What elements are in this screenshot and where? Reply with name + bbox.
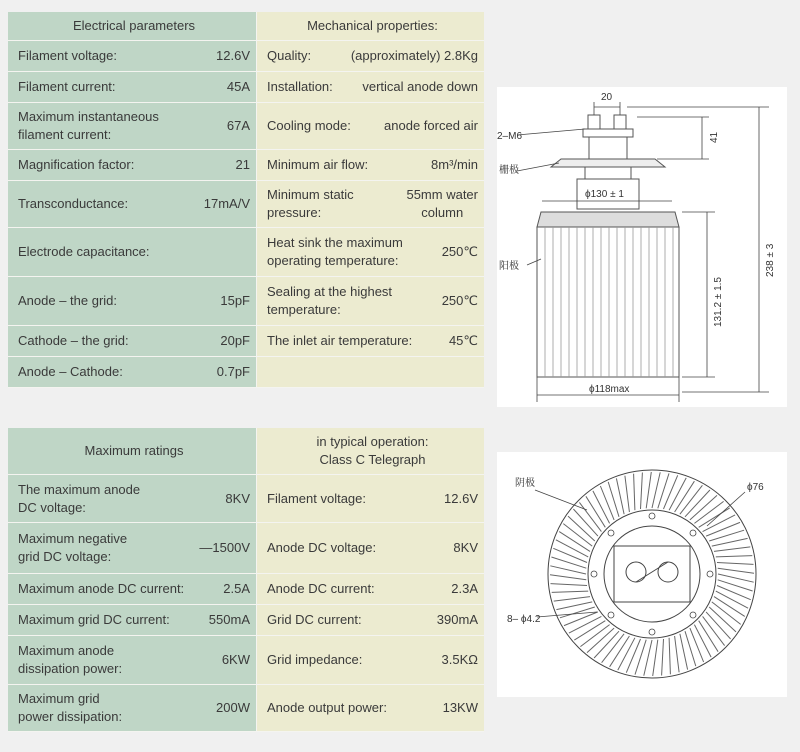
param-cell (257, 41, 484, 71)
param-label: Maximum grid power dissipation: (18, 691, 123, 724)
table-row (8, 475, 484, 523)
fin (680, 634, 688, 670)
param-label: Heat sink the maximum operating temperature: (267, 235, 403, 268)
dim-flange-label: ϕ130 ± 1 (585, 189, 624, 200)
param-cell (8, 72, 257, 102)
fin (646, 472, 651, 508)
param-value: 13KW (442, 700, 478, 715)
fin (653, 640, 658, 676)
table-header (257, 428, 484, 474)
table-row (8, 277, 484, 326)
param-value: anode forced air (384, 118, 478, 133)
param-cell (257, 72, 484, 102)
table-row (8, 228, 484, 277)
grid-label: 栅极 (499, 165, 519, 176)
param-value: —1500V (199, 540, 250, 555)
fin (616, 478, 624, 514)
fin (559, 532, 590, 552)
fin (635, 640, 646, 675)
table-row (8, 428, 484, 475)
fin (652, 472, 660, 508)
fin (618, 638, 635, 670)
param-value: 45A (226, 79, 250, 94)
param-label: Anode – the grid: (18, 293, 118, 308)
fin (718, 580, 753, 591)
table-header (8, 428, 257, 474)
fin (709, 530, 744, 541)
param-cell (8, 228, 257, 276)
param-value: 12.6V (216, 48, 250, 63)
param-value: 45℃ (448, 333, 478, 348)
grid-flange (551, 159, 665, 167)
fin (556, 540, 588, 557)
param-label: Cathode – the grid: (18, 333, 129, 348)
fins (545, 227, 673, 377)
param-value: vertical anode down (362, 79, 478, 94)
fin (593, 491, 610, 524)
fin (706, 522, 740, 536)
header-max-ratings: Maximum ratings (84, 443, 184, 458)
ratings-operation-table (8, 428, 484, 732)
fin (551, 557, 586, 568)
table-row (8, 357, 484, 388)
param-cell (8, 357, 257, 387)
param-cell (257, 326, 484, 356)
table-row (8, 685, 484, 732)
tube-side-view-drawing (497, 87, 787, 407)
param-cell (8, 150, 257, 180)
param-cell (8, 685, 257, 731)
fin (675, 481, 695, 512)
table-row (8, 326, 484, 357)
cathode-label: 阴极 (515, 478, 535, 489)
param-cell (8, 523, 257, 573)
param-label: Filament voltage: (267, 490, 366, 506)
fin (712, 538, 748, 546)
param-value: 200W (216, 700, 250, 715)
param-label: Grid impedance: (267, 652, 363, 667)
anode-heatsink (537, 227, 679, 377)
table-row (8, 523, 484, 574)
param-cell (8, 103, 257, 149)
fin (610, 636, 630, 667)
table-row (8, 12, 484, 41)
dim-height-body-label: 131.2 ± 1.5 (713, 277, 724, 327)
table-row (8, 181, 484, 228)
param-label: Maximum anode DC current: (18, 581, 185, 596)
param-value: 8KV (453, 540, 478, 555)
terminal-right (614, 115, 626, 129)
fin (669, 638, 670, 675)
anode-top (537, 212, 679, 227)
dim-height-total-label: 238 ± 3 (765, 243, 776, 277)
fin (586, 496, 605, 527)
table-row (8, 103, 484, 150)
param-value: 21 (235, 157, 250, 172)
fin (716, 591, 748, 608)
table-header (257, 12, 484, 40)
fin (664, 475, 678, 509)
param-cell (257, 357, 484, 387)
param-cell (257, 277, 484, 325)
param-cell (8, 475, 257, 522)
param-cell (8, 636, 257, 684)
fin (675, 636, 680, 672)
upper-body (589, 137, 627, 159)
fin (634, 474, 635, 511)
param-label: Maximum grid DC current: (18, 612, 170, 627)
top-cap (583, 129, 633, 137)
table-row (8, 605, 484, 636)
fin (551, 584, 588, 586)
param-cell (8, 277, 257, 325)
param-cell (8, 574, 257, 604)
fin (600, 486, 614, 520)
param-label: The inlet air temperature: (267, 333, 413, 348)
fin (550, 575, 586, 580)
param-value: 0.7pF (216, 364, 250, 379)
param-cell (257, 150, 484, 180)
anode-label: 阳极 (499, 261, 519, 272)
param-value: 15pF (220, 293, 250, 308)
fin (703, 515, 736, 532)
param-value: 55mm water column (406, 187, 478, 220)
dim-holes-label: 8– ϕ4.2 (507, 614, 541, 625)
param-value: 8KV (225, 490, 250, 506)
fin (718, 568, 754, 573)
param-cell (8, 605, 257, 635)
dim-76-label: ϕ76 (747, 482, 764, 493)
param-label: Anode – Cathode: (18, 364, 123, 379)
param-label: Sealing at the highest temperature: (267, 284, 393, 317)
fin (658, 473, 669, 508)
table-row (8, 150, 484, 181)
fin (716, 556, 753, 557)
fin (556, 602, 592, 610)
fin (694, 625, 711, 658)
electrical-mechanical-table (8, 12, 484, 388)
table-row (8, 574, 484, 605)
dim-m6-label: 2–M6 (497, 131, 523, 142)
fin (714, 547, 750, 552)
fin (550, 566, 586, 574)
fin (644, 640, 652, 676)
fin (552, 591, 589, 592)
param-value: 2.5A (223, 581, 250, 596)
param-label: Quality: (267, 48, 312, 63)
table-row (8, 72, 484, 103)
param-label: Magnification factor: (18, 157, 135, 172)
inner-ring (588, 510, 716, 638)
fin (662, 639, 664, 676)
param-value: (approximately) 2.8Kg (350, 48, 478, 63)
fin (690, 628, 704, 662)
param-label: Maximum anode dissipation power: (18, 643, 123, 676)
param-label: Cooling mode: (267, 118, 351, 133)
param-cell (257, 685, 484, 731)
dim-base-label: ϕ118max (589, 384, 630, 395)
param-label: The maximum anode DC voltage: (18, 481, 141, 515)
param-cell (257, 523, 484, 573)
param-label: Minimum static pressure: (267, 187, 354, 220)
param-value: 12.6V (444, 490, 478, 506)
fin (569, 616, 602, 633)
dim-top-label: 20 (601, 92, 613, 103)
param-label: Anode DC voltage: (267, 540, 377, 555)
header-typical-operation: in typical operation: Class C Telegraph (316, 434, 429, 467)
param-value: 6KW (221, 652, 250, 667)
fin (626, 639, 640, 673)
param-label: Maximum negative grid DC voltage: (18, 531, 128, 564)
param-cell (8, 41, 257, 71)
neck (585, 167, 631, 179)
param-cell (257, 605, 484, 635)
fin (641, 473, 643, 510)
param-cell (257, 475, 484, 522)
param-label: Transconductance: (18, 196, 129, 211)
param-cell (257, 228, 484, 276)
param-label: Installation: (267, 79, 333, 94)
fin (669, 478, 686, 510)
fin (717, 586, 751, 600)
terminal-left (588, 115, 600, 129)
table-header (8, 12, 257, 40)
top-view-svg (497, 452, 787, 697)
param-label: Minimum air flow: (267, 157, 369, 172)
param-cell (8, 181, 257, 227)
fin (553, 548, 587, 562)
param-label: Anode output power: (267, 700, 387, 715)
fin (699, 508, 730, 527)
param-value: 20pF (220, 333, 250, 348)
dim-41-label: 41 (709, 131, 720, 143)
param-value: 3.5KΩ (441, 652, 478, 667)
header-mechanical: Mechanical properties: (307, 18, 438, 33)
param-cell (257, 181, 484, 227)
fin (625, 476, 630, 512)
param-label: Grid DC current: (267, 612, 362, 627)
param-cell (257, 574, 484, 604)
param-label: Filament current: (18, 79, 116, 94)
fin (717, 563, 754, 565)
param-label: Anode DC current: (267, 581, 375, 596)
param-label: Electrode capacitance: (18, 244, 150, 259)
fin (574, 621, 605, 640)
param-label: Maximum instantaneous filament current: (18, 109, 159, 142)
header-electrical: Electrical parameters (72, 18, 196, 33)
param-value: 550mA (208, 612, 250, 627)
fin (718, 574, 754, 582)
fin (714, 597, 745, 617)
param-cell (8, 326, 257, 356)
fin (554, 597, 590, 602)
param-label: Filament voltage: (18, 48, 117, 63)
param-value: 17mA/V (203, 196, 250, 211)
param-cell (257, 103, 484, 149)
param-cell (257, 636, 484, 684)
param-value: 8m³/min (431, 157, 478, 172)
param-value: 67A (226, 118, 250, 133)
fin (685, 631, 696, 666)
table-row (8, 636, 484, 685)
param-value: 250℃ (441, 293, 478, 308)
param-value: 2.3A (451, 581, 478, 596)
fin (699, 621, 718, 652)
param-value: 390mA (436, 612, 478, 627)
side-view-svg (497, 87, 787, 407)
tube-top-view-drawing (497, 452, 787, 697)
param-value: 250℃ (441, 244, 478, 259)
table-row (8, 41, 484, 72)
fin (608, 482, 619, 517)
